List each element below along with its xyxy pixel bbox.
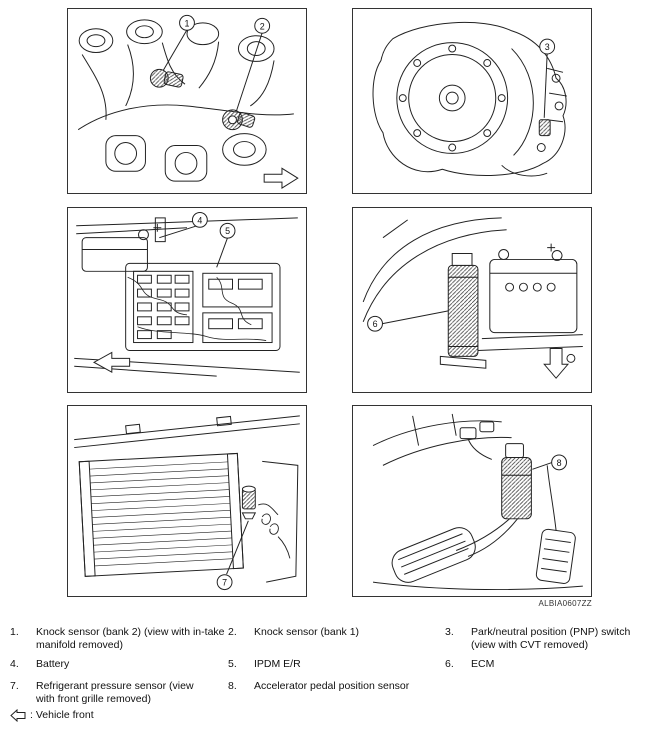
battery-ipdm-illustration	[68, 208, 306, 392]
transaxle-art	[373, 22, 567, 176]
callout-leader	[544, 54, 547, 118]
callout-6	[368, 316, 383, 331]
knock-sensor-bank2-part	[150, 69, 183, 87]
pnp-switch-part	[539, 120, 550, 136]
legend-item-3-number: 3.	[445, 626, 454, 638]
legend-item-1-number: 1.	[10, 626, 19, 638]
legend-item-4	[10, 658, 226, 671]
refrigerant-pressure-sensor-part	[242, 486, 255, 519]
callout-2	[255, 18, 270, 33]
callout-5	[220, 223, 235, 238]
legend-item-8	[228, 680, 442, 693]
intake-manifold-art	[78, 20, 294, 181]
legend-item-2-text: Knock sensor (bank 1)	[254, 626, 360, 638]
legend-item-1	[10, 626, 226, 652]
vehicle-front-arrow-down-icon	[544, 348, 568, 378]
panel-accelerator-pedal	[352, 405, 592, 597]
pigtail-wire-art	[258, 461, 298, 582]
app-sensor-part	[502, 444, 532, 519]
legend-item-5	[228, 658, 442, 671]
vehicle-front-arrow-right-icon	[264, 168, 298, 188]
panel-intake-manifold	[67, 8, 307, 194]
legend-item-7-number: 7.	[10, 680, 19, 692]
callout-leaders	[159, 226, 227, 268]
condenser-part	[79, 453, 243, 576]
panel-ecm	[352, 207, 592, 393]
legend-item-5-number: 5.	[228, 658, 237, 670]
fender-art	[363, 218, 506, 322]
callout-1-number: 1	[184, 18, 190, 29]
callout-3	[540, 39, 555, 54]
vehicle-front-note	[10, 709, 94, 722]
panel-refrigerant-pressure-sensor	[67, 405, 307, 597]
legend-item-7	[10, 680, 226, 706]
callout-4	[192, 212, 207, 227]
callout-3-number: 3	[544, 42, 550, 53]
legend-item-4-number: 4.	[10, 658, 19, 670]
legend-item-8-number: 8.	[228, 680, 237, 692]
condenser-illustration	[68, 406, 306, 596]
vehicle-front-arrow-left-icon	[94, 352, 130, 372]
pedal-art	[373, 465, 583, 589]
hood-edge-art	[74, 416, 300, 448]
transaxle-illustration	[353, 9, 591, 193]
accelerator-pedal-illustration	[353, 406, 591, 596]
panel-transaxle	[352, 8, 592, 194]
legend-item-3	[445, 626, 645, 652]
intake-manifold-illustration	[68, 9, 306, 193]
figure-code: ALBIA0607ZZ	[538, 599, 592, 608]
legend-item-5-text: IPDM E/R	[254, 658, 301, 670]
callout-5-number: 5	[225, 226, 231, 237]
legend-item-1-text: Knock sensor (bank 2) (view with in-take manifold removed)	[36, 626, 225, 651]
legend-item-6-text: ECM	[471, 658, 495, 670]
vehicle-front-label: : Vehicle front	[30, 709, 94, 721]
legend-item-7-text: Refrigerant pressure sensor (view with front grille removed)	[36, 680, 194, 705]
callout-4-number: 4	[197, 215, 203, 226]
ecm-illustration	[353, 208, 591, 392]
legend-item-4-text: Battery	[36, 658, 70, 670]
vehicle-front-arrow-icon	[10, 709, 26, 722]
callout-2-number: 2	[259, 21, 265, 32]
callout-leader	[532, 462, 552, 469]
ipdm-part	[126, 263, 280, 350]
legend-item-3-text: Park/neutral position (PNP) switch (view with CVT removed)	[471, 626, 631, 651]
callout-leader	[382, 311, 448, 324]
callout-8	[552, 455, 567, 470]
legend-item-8-text: Accelerator pedal position sensor	[254, 680, 410, 692]
callout-8-number: 8	[556, 457, 562, 468]
dash-structure-art	[373, 414, 512, 465]
callout-7-number: 7	[222, 577, 228, 588]
legend-item-2	[228, 626, 442, 639]
panel-battery-ipdm	[67, 207, 307, 393]
callout-1	[180, 15, 195, 30]
battery-part	[478, 244, 583, 363]
callout-leader	[227, 521, 249, 574]
callout-7	[217, 575, 232, 590]
legend-item-6	[445, 658, 645, 671]
legend-item-2-number: 2.	[228, 626, 237, 638]
legend-item-6-number: 6.	[445, 658, 454, 670]
callout-6-number: 6	[372, 319, 378, 330]
knock-sensor-bank1-part	[223, 110, 256, 130]
